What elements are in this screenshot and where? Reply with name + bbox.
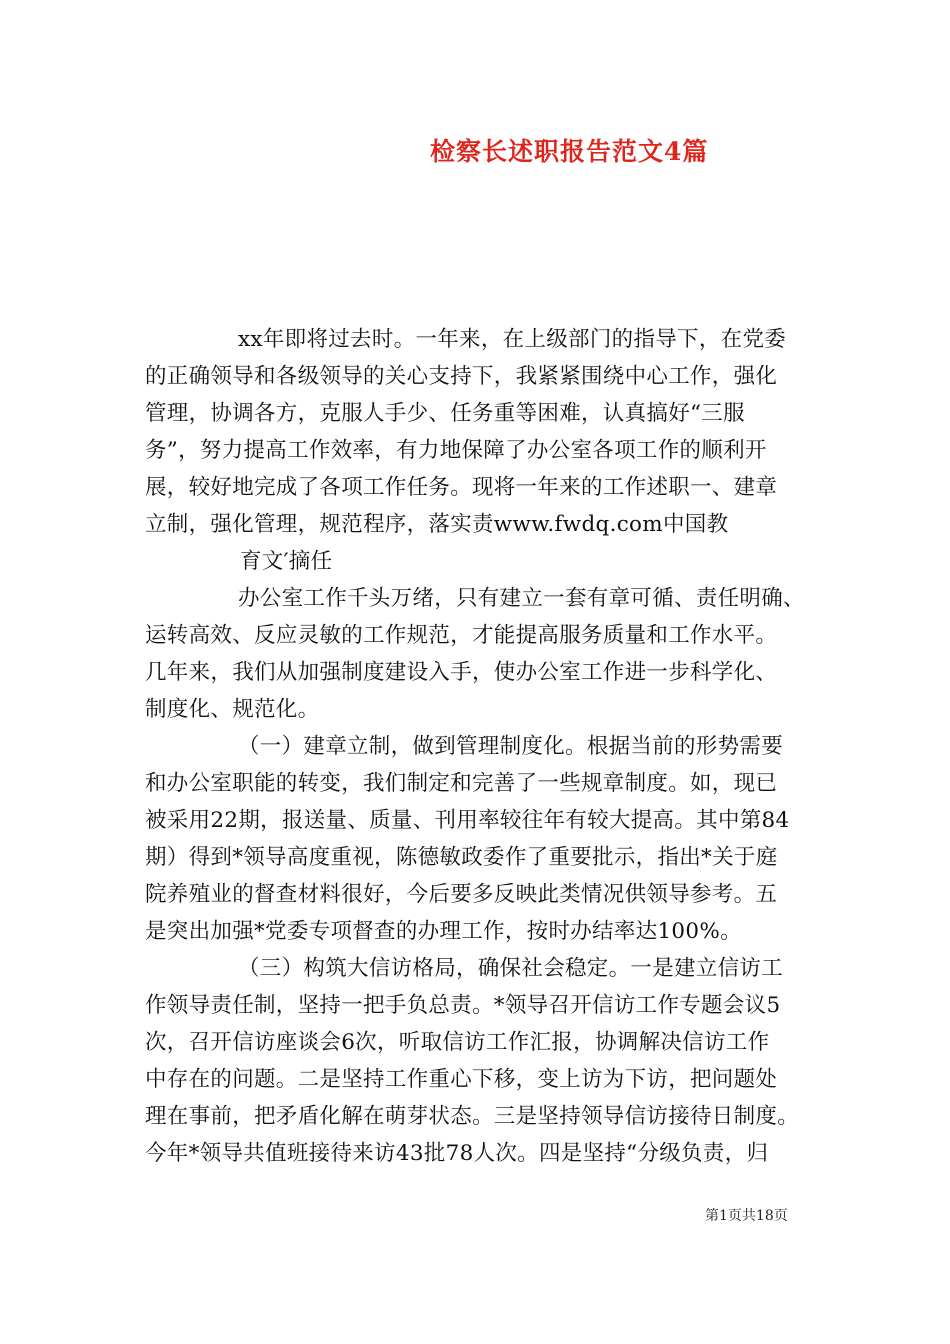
body-line: 育文′摘任 [240,549,333,574]
body-line: 和办公室职能的转变，我们制定和完善了一些规章制度。如，现已 [145,771,778,796]
body-line: 今年*领导共值班接待来访43批78人次。四是坚持“分级负责，归 [145,1141,769,1166]
body-line: （三）构筑大信访格局，确保社会稳定。一是建立信访工 [238,956,784,981]
body-line: 期）得到*领导高度重视，陈德敏政委作了重要批示，指出*关于庭 [145,845,778,870]
page-number: 第1页共18页 [705,1208,788,1224]
body-line: 办公室工作千头万绪，只有建立一套有章可循、责任明确、 [238,586,805,611]
body-line: 中存在的问题。二是坚持工作重心下移，变上访为下访，把问题处 [145,1067,778,1092]
body-line: 几年来，我们从加强制度建设入手，使办公室工作进一步科学化、 [145,660,778,685]
body-line: xx年即将过去时。一年来，在上级部门的指导下，在党委 [238,327,787,352]
body-line: 运转高效、反应灵敏的工作规范，才能提高服务质量和工作水平。 [145,623,778,648]
body-line: 展，较好地完成了各项工作任务。现将一年来的工作述职一、建章 [145,475,778,500]
body-line: 是突出加强*党委专项督查的办理工作，按时办结率达100%。 [145,919,742,944]
body-line: 院养殖业的督查材料很好，今后要多反映此类情况供领导参考。五 [145,882,778,907]
body-line: 的正确领导和各级领导的关心支持下，我紧紧围绕中心工作，强化 [145,364,778,389]
body-line: 管理，协调各方，克服人手少、任务重等困难，认真搞好“三服 [145,401,745,426]
body-line: 立制，强化管理，规范程序，落实责www.fwdq.com中国教 [145,512,729,537]
body-line: （一）建章立制，做到管理制度化。根据当前的形势需要 [238,734,784,759]
body-line: 作领导责任制，坚持一把手负总责。*领导召开信访工作专题会议5 [145,993,781,1018]
body-line: 被采用22期，报送量、质量、刊用率较往年有较大提高。其中第84 [145,808,790,833]
body-line: 理在事前，把矛盾化解在萌芽状态。三是坚持领导信访接待日制度。 [145,1104,800,1129]
body-line: 次，召开信访座谈会6次，听取信访工作汇报，协调解决信访工作 [145,1030,770,1055]
body-line: 务”，努力提高工作效率，有力地保障了办公室各项工作的顺利开 [145,438,767,463]
page-title: 检察长述职报告范文4篇 [430,137,709,166]
body-line: 制度化、规范化。 [145,697,320,722]
